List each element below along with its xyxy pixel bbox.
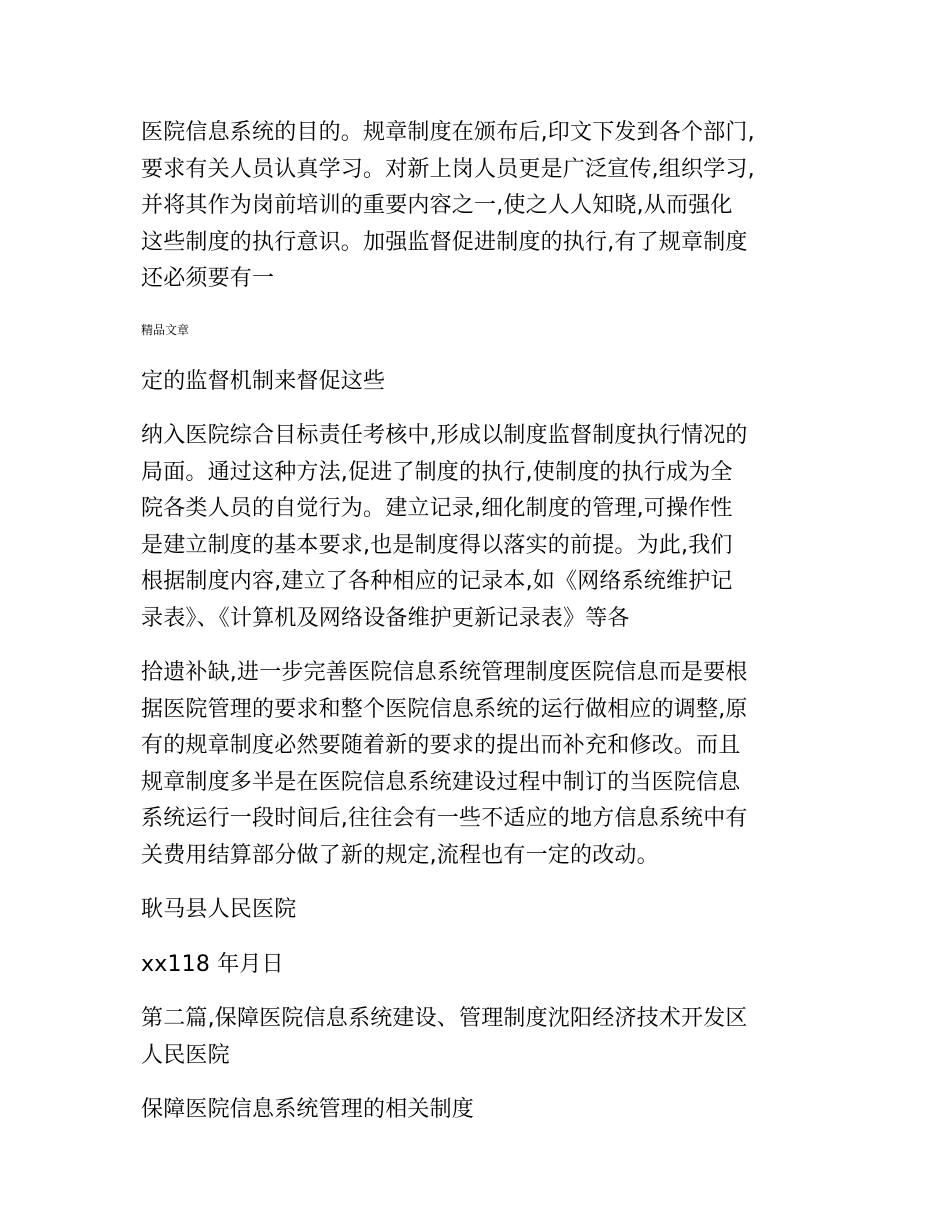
document-body — [141, 115, 821, 1129]
page-footer-note: 精品文章 — [141, 322, 190, 337]
text-line: 关费用结算部分做了新的规定,流程也有一定的改动。 — [141, 842, 659, 868]
subheading-related-rules — [141, 1092, 821, 1129]
text-line: 院各类人员的自觉行为。建立记录,细化制度的管理,可操作性 — [141, 496, 733, 521]
text-line: 人民医院 — [141, 1042, 230, 1068]
text-line: 保障医院信息系统管理的相关制度 — [141, 1097, 475, 1122]
paragraph-4 — [141, 655, 821, 874]
text-line: 耿马县人民医院 — [141, 897, 297, 922]
text-line: 根据制度内容,建立了各种相应的记录本,如《网络系统维护记 — [141, 569, 733, 594]
paragraph-2 — [141, 364, 821, 401]
text-line: 拾遗补缺,进一步完善医院信息系统管理制度医院信息而是要根 — [141, 660, 748, 685]
text-line: 这些制度的执行意识。加强监督促进制度的执行,有了规章制度 — [141, 229, 748, 255]
text-line: 规章制度多半是在医院信息系统建设过程中制订的当医院信息 — [141, 769, 741, 795]
text-line: 录表》、《计算机及网络设备维护更新记录表》等各 — [141, 605, 630, 631]
text-line: 要求有关人员认真学习。对新上岗人员更是广泛宣传,组织学习, — [141, 156, 755, 182]
text-line: 是建立制度的基本要求,也是制度得以落实的前提。为此,我们 — [141, 532, 733, 558]
text-line: 局面。通过这种方法,促进了制度的执行,使制度的执行成为全 — [141, 459, 733, 485]
text-line: 定的监督机制来督促这些 — [141, 368, 386, 394]
signature-hospital — [141, 892, 821, 929]
signature-date — [141, 947, 821, 984]
text-line: 第二篇,保障医院信息系统建设、管理制度沈阳经济技术开发区 — [141, 1006, 748, 1031]
paragraph-1 — [141, 115, 821, 298]
text-line: xx118 年月日 — [141, 951, 284, 977]
text-line: 有的规章制度必然要随着新的要求的提出而补充和修改。而且 — [141, 733, 741, 758]
text-line: 医院信息系统的目的。规章制度在颁布后,印文下发到各个部门, — [141, 120, 755, 145]
section-heading-part-two — [141, 1001, 821, 1074]
text-line: 系统运行一段时间后,往往会有一些不适应的地方信息系统中有 — [141, 806, 748, 831]
text-line: 据医院管理的要求和整个医院信息系统的运行做相应的调整,原 — [141, 696, 748, 722]
text-line: 纳入医院综合目标责任考核中,形成以制度监督制度执行情况的 — [141, 423, 748, 448]
paragraph-3 — [141, 418, 821, 637]
text-line: 还必须要有一 — [141, 266, 275, 291]
text-line: 并将其作为岗前培训的重要内容之一,使之人人知晓,从而强化 — [141, 193, 733, 218]
